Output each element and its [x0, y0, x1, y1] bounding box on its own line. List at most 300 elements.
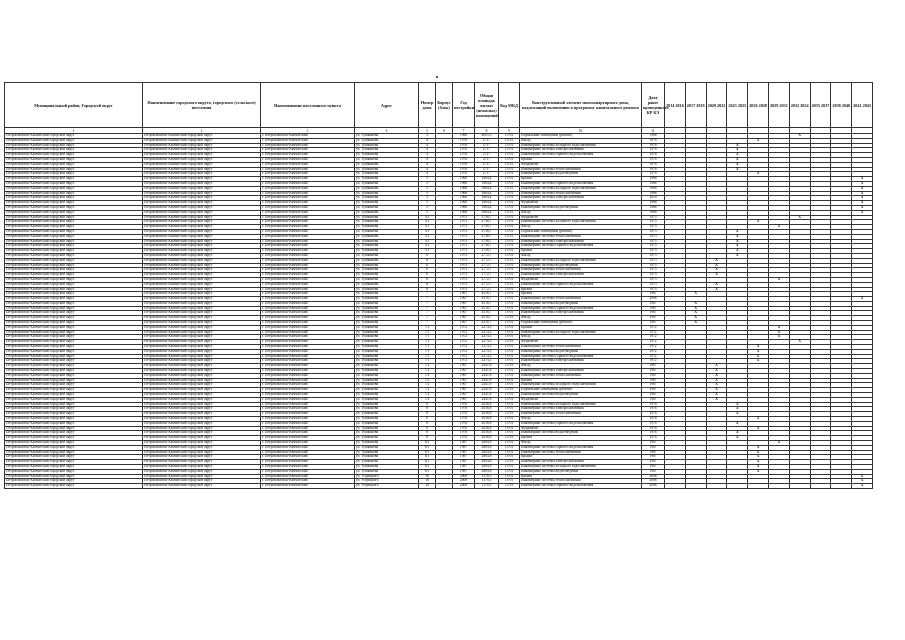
- cell-locality: г. Петропавловск-Камчатский: [261, 450, 355, 455]
- cell-element: Фундамент: [520, 397, 642, 402]
- cell-period: X: [727, 167, 748, 172]
- cell-municipality: Петропавловск-Камчатский городской округ: [5, 301, 143, 306]
- cell-address: ул. Тушканова: [355, 157, 419, 162]
- cell-area: 2736,7: [475, 239, 499, 244]
- cell-element: Инженерные системы горячего водоснабжения: [520, 354, 642, 359]
- cell-year: 1967: [453, 364, 475, 369]
- cell-mkd-code: 13-01: [499, 162, 520, 167]
- page-mark: [436, 76, 438, 78]
- cell-locality: г. Петропавловск-Камчатский: [261, 335, 355, 340]
- cell-house-no: 5: [419, 177, 436, 182]
- cell-settlement: Петропавловск-Камчатский городской округ: [143, 292, 261, 297]
- cell-house-no: 7/1: [419, 354, 436, 359]
- cell-date: 1967: [642, 397, 665, 402]
- cell-area: 2441,8: [475, 373, 499, 378]
- cell-house-no: 5/1: [419, 239, 436, 244]
- cell-municipality: Петропавловск-Камчатский городской округ: [5, 229, 143, 234]
- cell-year: 1972: [453, 359, 475, 364]
- cell-locality: г. Петропавловск-Камчатский: [261, 249, 355, 254]
- header-period: 2026 2028: [748, 83, 769, 128]
- cell-address: ул. Тушканова: [355, 186, 419, 191]
- cell-year: 1973: [453, 282, 475, 287]
- cell-house-no: 6: [419, 287, 436, 292]
- cell-municipality: Петропавловск-Камчатский городской округ: [5, 479, 143, 484]
- cell-area: 4005,3: [475, 134, 499, 139]
- cell-locality: г. Петропавловск-Камчатский: [261, 349, 355, 354]
- cell-year: 1967: [453, 383, 475, 388]
- cell-locality: г. Петропавловск-Камчатский: [261, 373, 355, 378]
- cell-municipality: Петропавловск-Камчатский городской округ: [5, 335, 143, 340]
- cell-locality: г. Петропавловск-Камчатский: [261, 354, 355, 359]
- cell-period: X: [727, 249, 748, 254]
- cell-municipality: Петропавловск-Камчатский городской округ: [5, 138, 143, 143]
- cell-address: ул. Тушканова: [355, 134, 419, 139]
- cell-year: 1966: [453, 210, 475, 215]
- cell-house-no: 6: [419, 253, 436, 258]
- cell-settlement: Петропавловск-Камчатский городской округ: [143, 301, 261, 306]
- cell-house-no: 8: [419, 436, 436, 441]
- cell-period: X: [706, 373, 727, 378]
- cell-settlement: Петропавловск-Камчатский городской округ: [143, 393, 261, 398]
- cell-area: 1664,4: [475, 177, 499, 182]
- header-area: Общая площадь жилых (нежилых) помещений: [475, 83, 499, 128]
- cell-building: [436, 484, 453, 489]
- cell-house-no: 7: [419, 292, 436, 297]
- cell-locality: г. Петропавловск-Камчатский: [261, 134, 355, 139]
- cell-element: Инженерные системы теплоснабжения: [520, 450, 642, 455]
- cell-area: 2036,8: [475, 412, 499, 417]
- cell-house-no: 7/2: [419, 369, 436, 374]
- cell-address: ул. Тушканова: [355, 191, 419, 196]
- cell-period: X: [727, 431, 748, 436]
- cell-settlement: Петропавловск-Камчатский городской округ: [143, 397, 261, 402]
- cell-year: 1987: [453, 441, 475, 446]
- cell-period: X: [727, 162, 748, 167]
- cell-mkd-code: 13-01: [499, 349, 520, 354]
- cell-element: Инженерные системы водоотведения: [520, 263, 642, 268]
- cell-area: 2736,7: [475, 249, 499, 254]
- cell-house-no: 5/1: [419, 215, 436, 220]
- cell-settlement: Петропавловск-Камчатский городской округ: [143, 431, 261, 436]
- cell-house-no: 16: [419, 474, 436, 479]
- cell-area: 2736,7: [475, 215, 499, 220]
- cell-element: Фундамент: [520, 277, 642, 282]
- cell-address: ул. Тушканова: [355, 297, 419, 302]
- cell-locality: г. Петропавловск-Камчатский: [261, 297, 355, 302]
- cell-settlement: Петропавловск-Камчатский городской округ: [143, 421, 261, 426]
- cell-mkd-code: 13-01: [499, 417, 520, 422]
- cell-element: Инженерные системы теплоснабжения: [520, 479, 642, 484]
- cell-municipality: Петропавловск-Камчатский городской округ: [5, 153, 143, 158]
- cell-municipality: Петропавловск-Камчатский городской округ: [5, 407, 143, 412]
- cell-date: 2008: [642, 474, 665, 479]
- cell-house-no: 4: [419, 148, 436, 153]
- cell-period: X: [706, 282, 727, 287]
- cell-area: 2804,8: [475, 460, 499, 465]
- cell-mkd-code: 13-01: [499, 249, 520, 254]
- cell-date: 1967: [642, 383, 665, 388]
- cell-settlement: Петропавловск-Камчатский городской округ: [143, 306, 261, 311]
- cell-period: X: [727, 253, 748, 258]
- cell-date: 1976: [642, 167, 665, 172]
- cell-element: Крыша: [520, 455, 642, 460]
- cell-settlement: Петропавловск-Камчатский городской округ: [143, 273, 261, 278]
- cell-element: Фасад: [520, 225, 642, 230]
- cell-period: X: [706, 287, 727, 292]
- cell-municipality: Петропавловск-Камчатский городской округ: [5, 402, 143, 407]
- cell-settlement: Петропавловск-Камчатский городской округ: [143, 441, 261, 446]
- cell-mkd-code: 13-01: [499, 412, 520, 417]
- cell-municipality: Петропавловск-Камчатский городской округ: [5, 445, 143, 450]
- cell-area: 1378,5: [475, 484, 499, 489]
- cell-settlement: Петропавловск-Камчатский городской округ: [143, 253, 261, 258]
- cell-area: 2804,8: [475, 469, 499, 474]
- cell-settlement: Петропавловск-Камчатский городской округ: [143, 402, 261, 407]
- cell-municipality: Петропавловск-Камчатский городской округ: [5, 268, 143, 273]
- cell-municipality: Петропавловск-Камчатский городской округ: [5, 469, 143, 474]
- cell-area: 2274,3: [475, 359, 499, 364]
- cell-period: X: [852, 186, 873, 191]
- cell-year: 1966: [453, 201, 475, 206]
- cell-element: Фундамент: [520, 162, 642, 167]
- cell-area: 2441,8: [475, 364, 499, 369]
- cell-locality: г. Петропавловск-Камчатский: [261, 177, 355, 182]
- cell-year: 1987: [453, 460, 475, 465]
- cell-mkd-code: 13-01: [499, 220, 520, 225]
- cell-settlement: Петропавловск-Камчатский городской округ: [143, 210, 261, 215]
- cell-address: ул. Тушканова: [355, 263, 419, 268]
- cell-year: 1973: [453, 239, 475, 244]
- cell-area: 1664,4: [475, 196, 499, 201]
- cell-locality: г. Петропавловск-Камчатский: [261, 460, 355, 465]
- cell-municipality: Петропавловск-Камчатский городской округ: [5, 162, 143, 167]
- cell-locality: г. Петропавловск-Камчатский: [261, 239, 355, 244]
- cell-municipality: Петропавловск-Камчатский городской округ: [5, 191, 143, 196]
- cell-date: 1973: [642, 229, 665, 234]
- cell-locality: г. Петропавловск-Камчатский: [261, 244, 355, 249]
- cell-period: X: [748, 464, 769, 469]
- cell-area: 2036,8: [475, 426, 499, 431]
- cell-year: 2008: [453, 479, 475, 484]
- cell-house-no: 8/1: [419, 450, 436, 455]
- cell-house-no: 7: [419, 306, 436, 311]
- cell-address: ул. Тушканова: [355, 445, 419, 450]
- cell-mkd-code: 13-01: [499, 297, 520, 302]
- header-period: 2032 2034: [789, 83, 810, 128]
- cell-area: 2274,3: [475, 325, 499, 330]
- cell-date: 1973: [642, 220, 665, 225]
- cell-period: X: [768, 277, 789, 282]
- cell-date: 1966: [642, 177, 665, 182]
- column-number: 11: [642, 128, 665, 134]
- cell-period: X: [706, 369, 727, 374]
- cell-address: ул. Тушканова: [355, 253, 419, 258]
- cell-date: 1973: [642, 277, 665, 282]
- cell-date: 1987: [642, 460, 665, 465]
- cell-area: 2274,3: [475, 340, 499, 345]
- cell-address: ул. Тушканова: [355, 330, 419, 335]
- cell-locality: г. Петропавловск-Камчатский: [261, 364, 355, 369]
- cell-period: X: [685, 316, 706, 321]
- cell-area: 2772,7: [475, 253, 499, 258]
- cell-period: X: [706, 364, 727, 369]
- cell-area: 1664,4: [475, 205, 499, 210]
- cell-address: ул. Тушканова: [355, 148, 419, 153]
- cell-period: X: [852, 205, 873, 210]
- cell-locality: г. Петропавловск-Камчатский: [261, 311, 355, 316]
- cell-mkd-code: 13-01: [499, 225, 520, 230]
- cell-municipality: Петропавловск-Камчатский городской округ: [5, 369, 143, 374]
- cell-address: ул. Тушканова: [355, 239, 419, 244]
- cell-house-no: 7/1: [419, 359, 436, 364]
- cell-date: 2010: [642, 196, 665, 201]
- cell-address: ул. Тушканова: [355, 244, 419, 249]
- cell-year: 1966: [453, 177, 475, 182]
- cell-mkd-code: 13-01: [499, 205, 520, 210]
- cell-house-no: 7/1: [419, 345, 436, 350]
- cell-area: 2717: [475, 172, 499, 177]
- cell-date: 1976: [642, 417, 665, 422]
- cell-element: Крыша: [520, 436, 642, 441]
- cell-element: Инженерные системы электроснабжения: [520, 460, 642, 465]
- cell-period: [706, 484, 727, 489]
- cell-settlement: Петропавловск-Камчатский городской округ: [143, 282, 261, 287]
- cell-period: X: [727, 407, 748, 412]
- cell-date: 1976: [642, 143, 665, 148]
- cell-period: X: [727, 153, 748, 158]
- cell-settlement: Петропавловск-Камчатский городской округ: [143, 349, 261, 354]
- cell-year: 1967: [453, 301, 475, 306]
- cell-element: Инженерные системы теплоснабжения: [520, 297, 642, 302]
- cell-settlement: Петропавловск-Камчатский городской округ: [143, 225, 261, 230]
- cell-year: 1976: [453, 138, 475, 143]
- cell-municipality: Петропавловск-Камчатский городской округ: [5, 244, 143, 249]
- cell-year: 1966: [453, 205, 475, 210]
- cell-municipality: Петропавловск-Камчатский городской округ: [5, 450, 143, 455]
- cell-settlement: Петропавловск-Камчатский городской округ: [143, 277, 261, 282]
- cell-mkd-code: 13-01: [499, 397, 520, 402]
- cell-year: 1976: [453, 407, 475, 412]
- cell-municipality: Петропавловск-Камчатский городской округ: [5, 292, 143, 297]
- cell-area: 2441,8: [475, 393, 499, 398]
- cell-area: 2772,7: [475, 268, 499, 273]
- cell-mkd-code: 13-01: [499, 460, 520, 465]
- cell-mkd-code: 13-01: [499, 153, 520, 158]
- cell-mkd-code: 13-01: [499, 354, 520, 359]
- cell-element: Инженерные системы горячего водоснабжения: [520, 306, 642, 311]
- cell-year: 1976: [453, 162, 475, 167]
- cell-area: 2736,7: [475, 244, 499, 249]
- cell-address: ул. Тушканова: [355, 335, 419, 340]
- cell-settlement: Петропавловск-Камчатский городской округ: [143, 177, 261, 182]
- cell-municipality: Петропавловск-Камчатский городской округ: [5, 325, 143, 330]
- header-period: 2029 2031: [768, 83, 789, 128]
- cell-date: 1967: [642, 311, 665, 316]
- cell-year: 1987: [453, 450, 475, 455]
- cell-year: 1973: [453, 229, 475, 234]
- cell-municipality: Петропавловск-Камчатский городской округ: [5, 177, 143, 182]
- cell-house-no: 7/1: [419, 349, 436, 354]
- cell-municipality: Петропавловск-Камчатский городской округ: [5, 426, 143, 431]
- cell-area: 4516,7: [475, 311, 499, 316]
- cell-mkd-code: 13-01: [499, 268, 520, 273]
- cell-municipality: Петропавловск-Камчатский городской округ: [5, 311, 143, 316]
- capital-repair-table: [4, 82, 873, 489]
- cell-house-no: 6: [419, 277, 436, 282]
- cell-municipality: Петропавловск-Камчатский городской округ: [5, 417, 143, 422]
- cell-date: 1973: [642, 249, 665, 254]
- cell-date: 1967: [642, 393, 665, 398]
- cell-year: 1976: [453, 421, 475, 426]
- cell-locality: г. Петропавловск-Камчатский: [261, 186, 355, 191]
- cell-date: 1987: [642, 441, 665, 446]
- cell-element: Инженерные системы электроснабжения: [520, 273, 642, 278]
- cell-area: 2441,8: [475, 397, 499, 402]
- cell-locality: г. Петропавловск-Камчатский: [261, 268, 355, 273]
- cell-mkd-code: 13-01: [499, 316, 520, 321]
- cell-element: Инженерные системы горячего водоснабжения: [520, 181, 642, 186]
- cell-period: X: [748, 445, 769, 450]
- cell-mkd-code: 13-01: [499, 369, 520, 374]
- cell-address: ул. Тушканова: [355, 325, 419, 330]
- cell-year: 1966: [453, 191, 475, 196]
- cell-element: Инженерные системы горячего водоснабжения: [520, 153, 642, 158]
- cell-address: ул. Тушканова: [355, 469, 419, 474]
- cell-locality: г. Петропавловск-Камчатский: [261, 148, 355, 153]
- cell-settlement: Петропавловск-Камчатский городской округ: [143, 153, 261, 158]
- cell-settlement: Петропавловск-Камчатский городской округ: [143, 345, 261, 350]
- cell-period: X: [852, 191, 873, 196]
- cell-date: 1967: [642, 369, 665, 374]
- cell-area: 2441,8: [475, 378, 499, 383]
- cell-settlement: Петропавловск-Камчатский городской округ: [143, 335, 261, 340]
- cell-municipality: Петропавловск-Камчатский городской округ: [5, 484, 143, 489]
- cell-locality: г. Петропавловск-Камчатский: [261, 196, 355, 201]
- cell-address: ул. Тушканова: [355, 388, 419, 393]
- cell-period: X: [748, 359, 769, 364]
- cell-house-no: 6: [419, 273, 436, 278]
- cell-area: 2736,7: [475, 229, 499, 234]
- cell-area: 2274,3: [475, 354, 499, 359]
- column-number: 8: [475, 128, 499, 134]
- cell-year: 1976: [453, 417, 475, 422]
- cell-mkd-code: 13-01: [499, 234, 520, 239]
- cell-address: ул. Тушканова: [355, 412, 419, 417]
- cell-address: ул. Устрицкого: [355, 474, 419, 479]
- cell-date: 1976: [642, 148, 665, 153]
- cell-mkd-code: 13-01: [499, 157, 520, 162]
- cell-area: 2036,8: [475, 407, 499, 412]
- cell-address: ул. Тушканова: [355, 181, 419, 186]
- cell-locality: г. Петропавловск-Камчатский: [261, 229, 355, 234]
- cell-locality: г. Петропавловск-Камчатский: [261, 412, 355, 417]
- cell-element: Фасад: [520, 210, 642, 215]
- cell-locality: г. Петропавловск-Камчатский: [261, 201, 355, 206]
- cell-period: X: [789, 134, 810, 139]
- header-element: Конструктивный элемент многоквартирного дома, подлежащий включению в программу капитального ремонта: [520, 83, 642, 128]
- cell-year: 1976: [453, 143, 475, 148]
- cell-date: 1972: [642, 349, 665, 354]
- cell-period: X: [685, 311, 706, 316]
- cell-house-no: 7: [419, 297, 436, 302]
- cell-date: 1967: [642, 321, 665, 326]
- cell-date: 1973: [642, 258, 665, 263]
- cell-municipality: Петропавловск-Камчатский городской округ: [5, 263, 143, 268]
- cell-municipality: Петропавловск-Камчатский городской округ: [5, 225, 143, 230]
- cell-date: 2008: [642, 484, 665, 489]
- cell-date: 1976: [642, 436, 665, 441]
- cell-mkd-code: 13-01: [499, 474, 520, 479]
- cell-year: 1967: [453, 292, 475, 297]
- cell-date: 1967: [642, 292, 665, 297]
- cell-settlement: Петропавловск-Камчатский городской округ: [143, 311, 261, 316]
- cell-mkd-code: 13-01: [499, 172, 520, 177]
- cell-period: X: [748, 450, 769, 455]
- cell-municipality: Петропавловск-Камчатский городской округ: [5, 172, 143, 177]
- cell-address: ул. Тушканова: [355, 349, 419, 354]
- cell-date: 1976: [642, 138, 665, 143]
- cell-settlement: Петропавловск-Камчатский городской округ: [143, 450, 261, 455]
- cell-date: 1973: [642, 273, 665, 278]
- cell-address: ул. Тушканова: [355, 277, 419, 282]
- cell-address: ул. Тушканова: [355, 345, 419, 350]
- cell-settlement: Петропавловск-Камчатский городской округ: [143, 244, 261, 249]
- cell-house-no: 5/1: [419, 244, 436, 249]
- cell-element: Инженерные системы теплоснабжения: [520, 412, 642, 417]
- cell-mkd-code: 13-01: [499, 340, 520, 345]
- cell-date: 1973: [642, 215, 665, 220]
- table-row: [5, 484, 873, 489]
- cell-settlement: Петропавловск-Камчатский городской округ: [143, 316, 261, 321]
- cell-period: X: [852, 484, 873, 489]
- cell-municipality: Петропавловск-Камчатский городской округ: [5, 201, 143, 206]
- cell-house-no: 8: [419, 421, 436, 426]
- cell-area: 2772,7: [475, 263, 499, 268]
- cell-settlement: Петропавловск-Камчатский городской округ: [143, 258, 261, 263]
- cell-municipality: Петропавловск-Камчатский городской округ: [5, 249, 143, 254]
- cell-locality: г. Петропавловск-Камчатский: [261, 157, 355, 162]
- cell-house-no: 3: [419, 134, 436, 139]
- cell-house-no: 7: [419, 311, 436, 316]
- cell-element: Крыша: [520, 325, 642, 330]
- cell-year: 1973: [453, 234, 475, 239]
- cell-date: 1967: [642, 378, 665, 383]
- cell-municipality: Петропавловск-Камчатский городской округ: [5, 181, 143, 186]
- cell-element: Фундамент: [520, 201, 642, 206]
- cell-municipality: Петропавловск-Камчатский городской округ: [5, 330, 143, 335]
- cell-element: Подвальные помещения (ремонт): [520, 134, 642, 139]
- cell-municipality: Петропавловск-Камчатский городской округ: [5, 412, 143, 417]
- cell-settlement: Петропавловск-Камчатский городской округ: [143, 479, 261, 484]
- cell-municipality: Петропавловск-Камчатский городской округ: [5, 282, 143, 287]
- cell-house-no: 5/1: [419, 249, 436, 254]
- cell-year: 1966: [453, 181, 475, 186]
- cell-house-no: 7/2: [419, 364, 436, 369]
- cell-element: Инженерные системы водоотведения: [520, 301, 642, 306]
- cell-period: X: [727, 244, 748, 249]
- cell-locality: г. Петропавловск-Камчатский: [261, 234, 355, 239]
- cell-year: 1966: [453, 196, 475, 201]
- cell-year: 1966: [453, 134, 475, 139]
- cell-municipality: Петропавловск-Камчатский городской округ: [5, 277, 143, 282]
- cell-municipality: Петропавловск-Камчатский городской округ: [5, 373, 143, 378]
- cell-element: Инженерные системы электроснабжения: [520, 148, 642, 153]
- cell-area: 1664,4: [475, 201, 499, 206]
- cell-period: X: [852, 479, 873, 484]
- cell-house-no: 8: [419, 412, 436, 417]
- cell-year: 1987: [453, 464, 475, 469]
- cell-year: 1973: [453, 277, 475, 282]
